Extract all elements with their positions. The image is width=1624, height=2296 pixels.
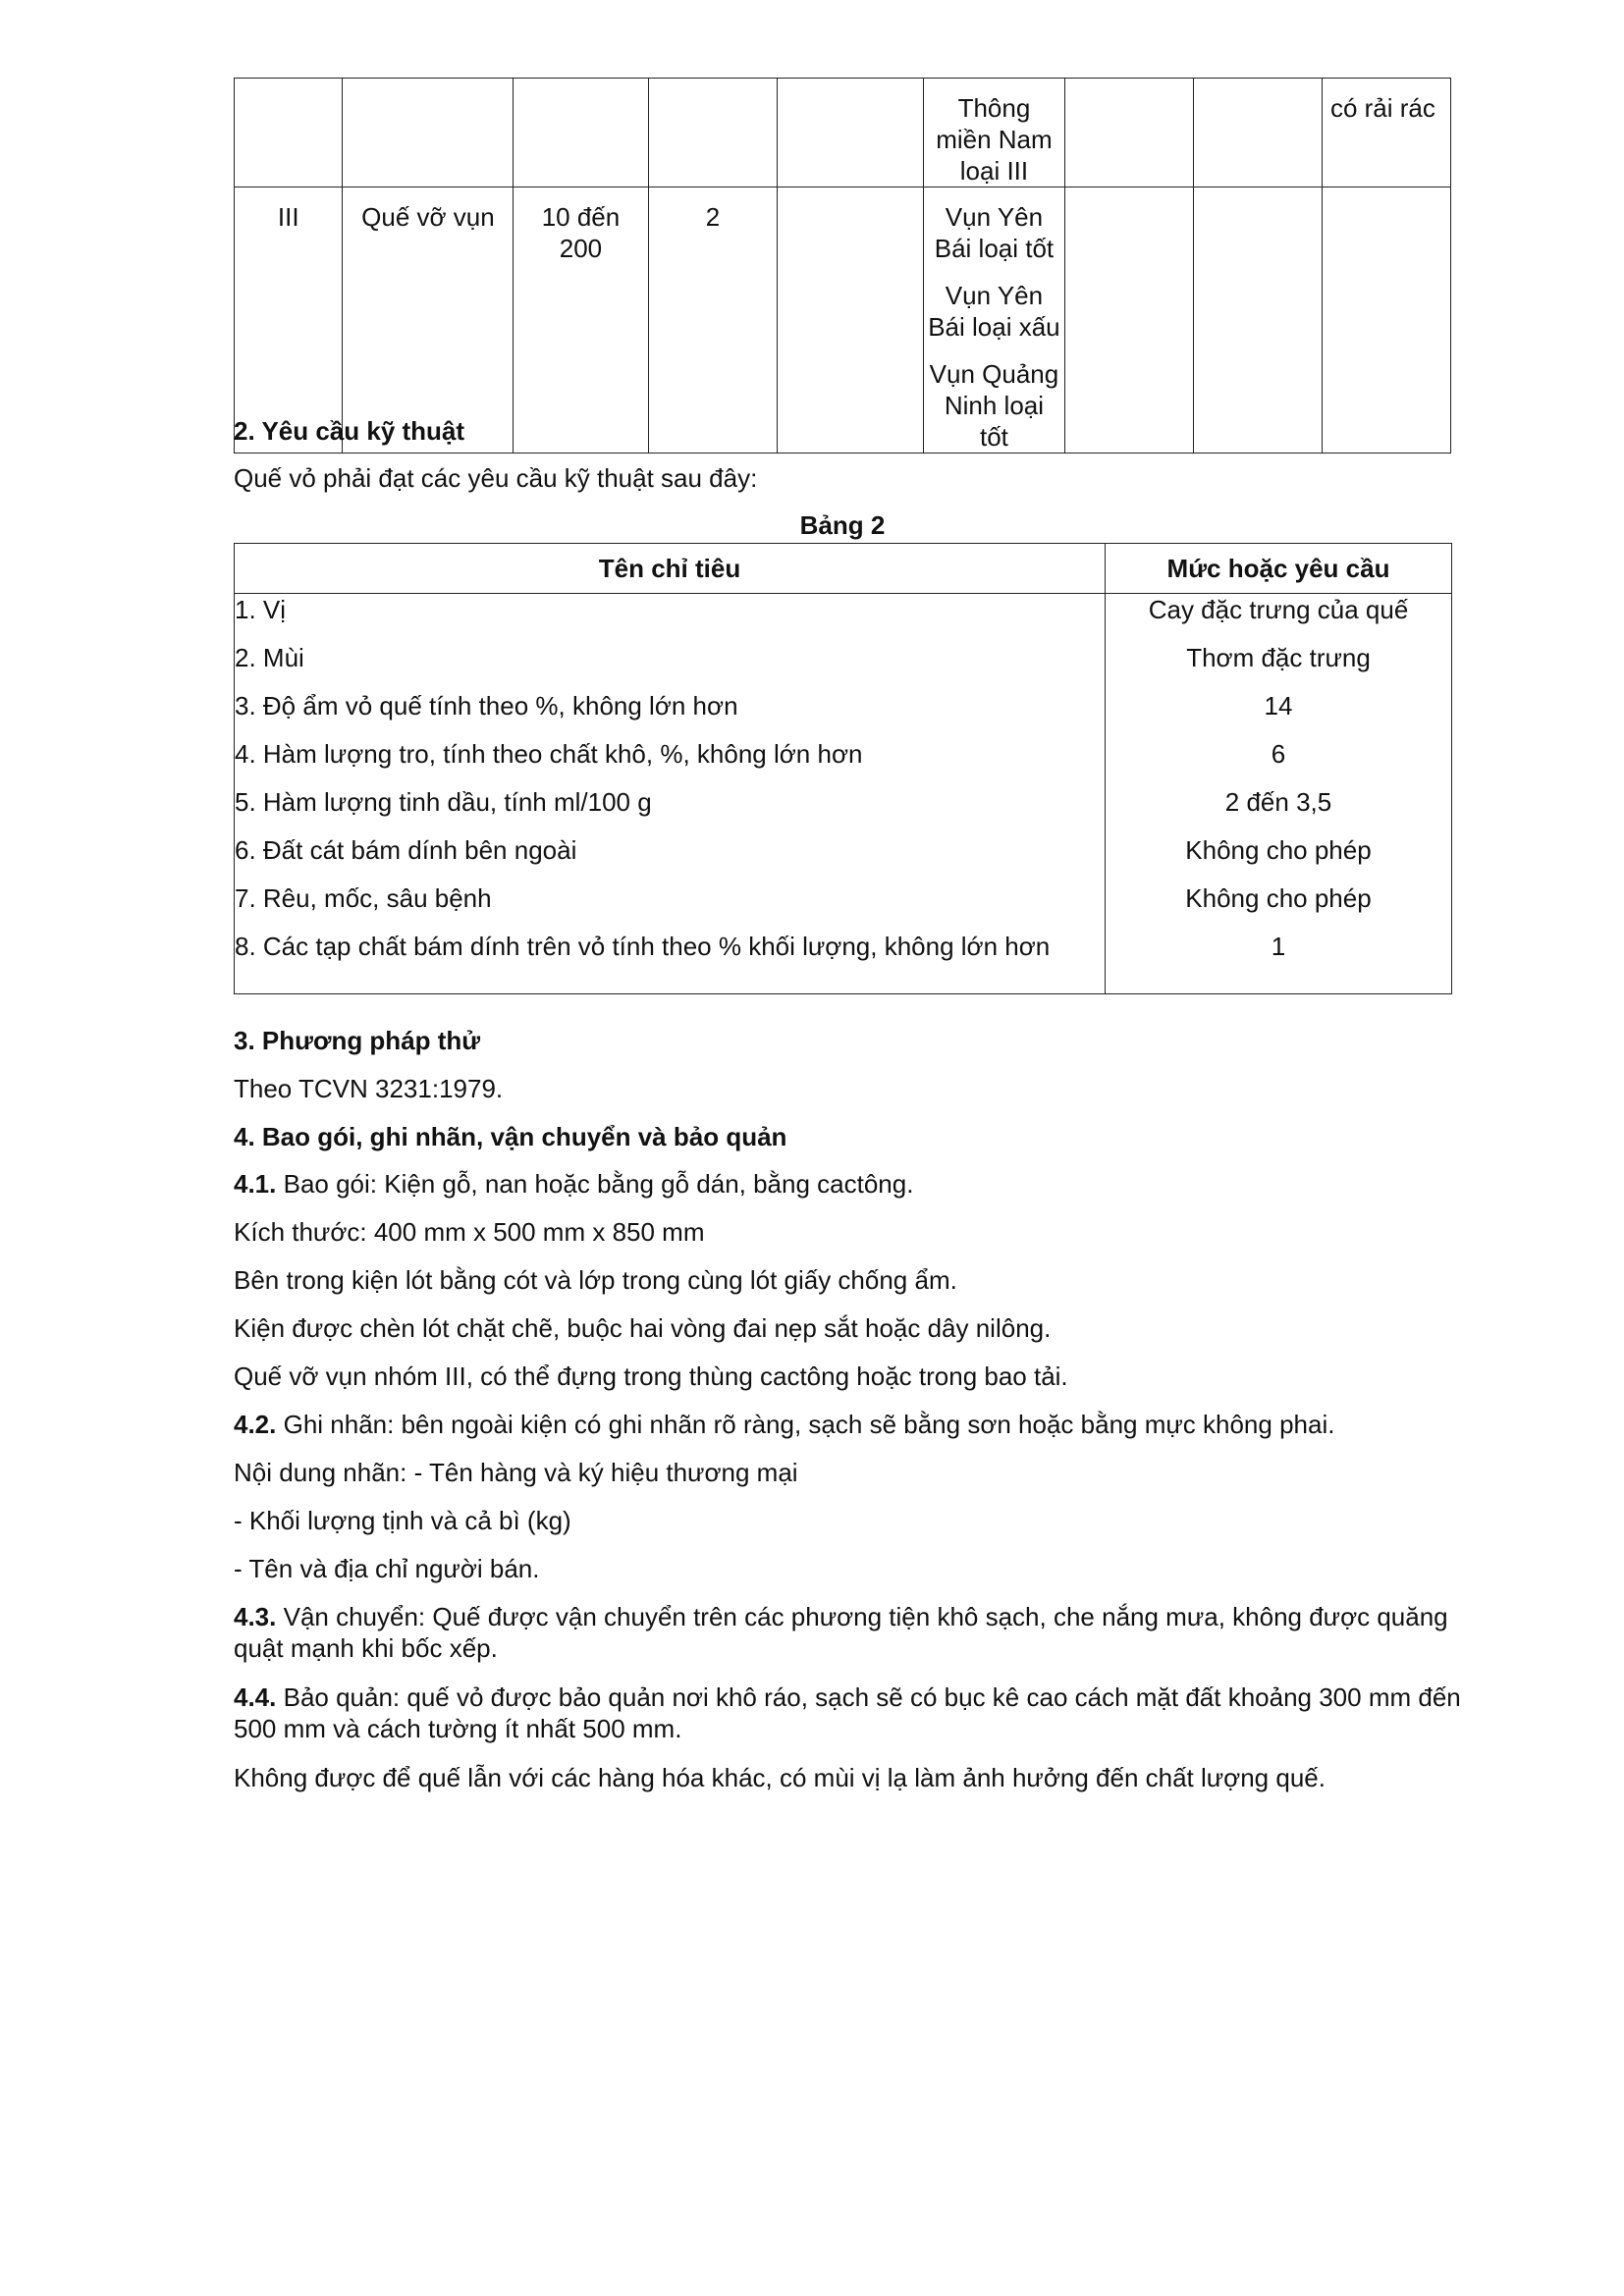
- paragraph: [234, 1682, 1461, 1744]
- criterion-name: 7. Rêu, mốc, sâu bệnh: [235, 882, 1106, 931]
- criterion-name: 6. Đất cát bám dính bên ngoài: [235, 834, 1106, 882]
- paragraph: - Khối lượng tịnh và cả bì (kg): [234, 1506, 571, 1535]
- table-cell: 10 đến 200: [514, 187, 648, 454]
- criterion-name: 5. Hàm lượng tinh dầu, tính ml/100 g: [235, 786, 1106, 834]
- table-row: [235, 79, 1451, 187]
- type-entry: Vụn Quảng Ninh loại tốt: [929, 359, 1059, 452]
- criterion-value: 6: [1106, 738, 1452, 786]
- clause-number: 4.3.: [234, 1602, 277, 1631]
- requirements-table: [234, 543, 1452, 994]
- table-row: [235, 594, 1452, 643]
- section-heading: 2. Yêu cầu kỹ thuật: [234, 416, 465, 446]
- column-header: Tên chỉ tiêu: [235, 544, 1106, 594]
- table-row: [235, 642, 1452, 690]
- table-cell: [923, 187, 1064, 454]
- clause-text: Bao gói: Kiện gỗ, nan hoặc bằng gỗ dán, bằng cactông.: [276, 1169, 914, 1199]
- table-row: [235, 882, 1452, 931]
- criterion-value: 1: [1106, 931, 1452, 994]
- table-row: [235, 690, 1452, 738]
- paragraph: Không được để quế lẫn với các hàng hóa khác, có mùi vị lạ làm ảnh hưởng đến chất lượng quế.: [234, 1763, 1326, 1792]
- paragraph: [234, 1601, 1461, 1664]
- table-caption: Bảng 2: [799, 510, 886, 540]
- table-cell: III: [235, 187, 343, 454]
- column-header: Mức hoặc yêu cầu: [1106, 544, 1452, 594]
- clause-number: 4.2.: [234, 1410, 277, 1439]
- table-cell: Thông miền Nam loại III: [923, 79, 1064, 187]
- table-cell: [648, 79, 778, 187]
- paragraph: Quế vỡ vụn nhóm III, có thể đựng trong thùng cactông hoặc trong bao tải.: [234, 1362, 1068, 1391]
- table-cell: 2: [648, 187, 778, 454]
- table-cell: [778, 187, 923, 454]
- clause-text: Ghi nhãn: bên ngoài kiện có ghi nhãn rõ ràng, sạch sẽ bằng sơn hoặc bằng mực không phai.: [276, 1410, 1335, 1439]
- table-row: [235, 786, 1452, 834]
- paragraph: [234, 1168, 1461, 1200]
- table-cell: [1322, 187, 1450, 454]
- criterion-value: 2 đến 3,5: [1106, 786, 1452, 834]
- clause-number: 4.4.: [234, 1682, 277, 1712]
- table-cell: [1194, 79, 1323, 187]
- clause-text: Bảo quản: quế vỏ được bảo quản nơi khô ráo, sạch sẽ có bục kê cao cách mặt đất khoảng 300 mm đến 500 mm và cách tường ít nhất 500 mm.: [234, 1682, 1461, 1743]
- table-cell: Quế vỡ vụn: [343, 187, 514, 454]
- table-cell: [1065, 187, 1194, 454]
- paragraph: Nội dung nhãn: - Tên hàng và ký hiệu thương mại: [234, 1458, 798, 1487]
- criterion-name: 3. Độ ẩm vỏ quế tính theo %, không lớn hơn: [235, 690, 1106, 738]
- criterion-value: Thơm đặc trưng: [1106, 642, 1452, 690]
- table-row: [235, 738, 1452, 786]
- paragraph: - Tên và địa chỉ người bán.: [234, 1554, 540, 1583]
- table-cell: [514, 79, 648, 187]
- paragraph: Bên trong kiện lót bằng cót và lớp trong cùng lót giấy chống ẩm.: [234, 1265, 957, 1295]
- criterion-name: 8. Các tạp chất bám dính trên vỏ tính theo % khối lượng, không lớn hơn: [235, 931, 1106, 994]
- criterion-value: Không cho phép: [1106, 834, 1452, 882]
- table-row: [235, 834, 1452, 882]
- paragraph: Kích thước: 400 mm x 500 mm x 850 mm: [234, 1217, 705, 1247]
- clause-text: Vận chuyển: Quế được vận chuyển trên các phương tiện khô sạch, che nắng mưa, không được quăng quật mạnh khi bốc xếp.: [234, 1602, 1448, 1663]
- table-cell: [778, 79, 923, 187]
- table-header-row: [235, 544, 1452, 594]
- table-cell: có rải rác: [1322, 79, 1450, 187]
- section-heading: 4. Bao gói, ghi nhãn, vận chuyển và bảo quản: [234, 1122, 787, 1151]
- paragraph: Kiện được chèn lót chặt chẽ, buộc hai vòng đai nẹp sắt hoặc dây nilông.: [234, 1313, 1052, 1343]
- section-heading: 3. Phương pháp thử: [234, 1026, 481, 1055]
- paragraph: [234, 1409, 1461, 1440]
- type-entry: Vụn Yên Bái loại tốt: [934, 202, 1055, 263]
- table-row: [235, 931, 1452, 994]
- table-cell: [1194, 187, 1323, 454]
- type-entry: Vụn Yên Bái loại xấu: [928, 281, 1060, 342]
- criterion-name: 4. Hàm lượng tro, tính theo chất khô, %, không lớn hơn: [235, 738, 1106, 786]
- clause-number: 4.1.: [234, 1169, 277, 1199]
- table-cell: [343, 79, 514, 187]
- criterion-name: 2. Mùi: [235, 642, 1106, 690]
- classification-table: [234, 78, 1451, 454]
- criterion-name: 1. Vị: [235, 594, 1106, 643]
- paragraph: Theo TCVN 3231:1979.: [234, 1074, 504, 1103]
- table-row: [235, 187, 1451, 454]
- paragraph: Quế vỏ phải đạt các yêu cầu kỹ thuật sau đây:: [234, 463, 758, 493]
- criterion-value: Không cho phép: [1106, 882, 1452, 931]
- criterion-value: Cay đặc trưng của quế: [1106, 594, 1452, 643]
- criterion-value: 14: [1106, 690, 1452, 738]
- table-cell: [235, 79, 343, 187]
- table-cell: [1065, 79, 1194, 187]
